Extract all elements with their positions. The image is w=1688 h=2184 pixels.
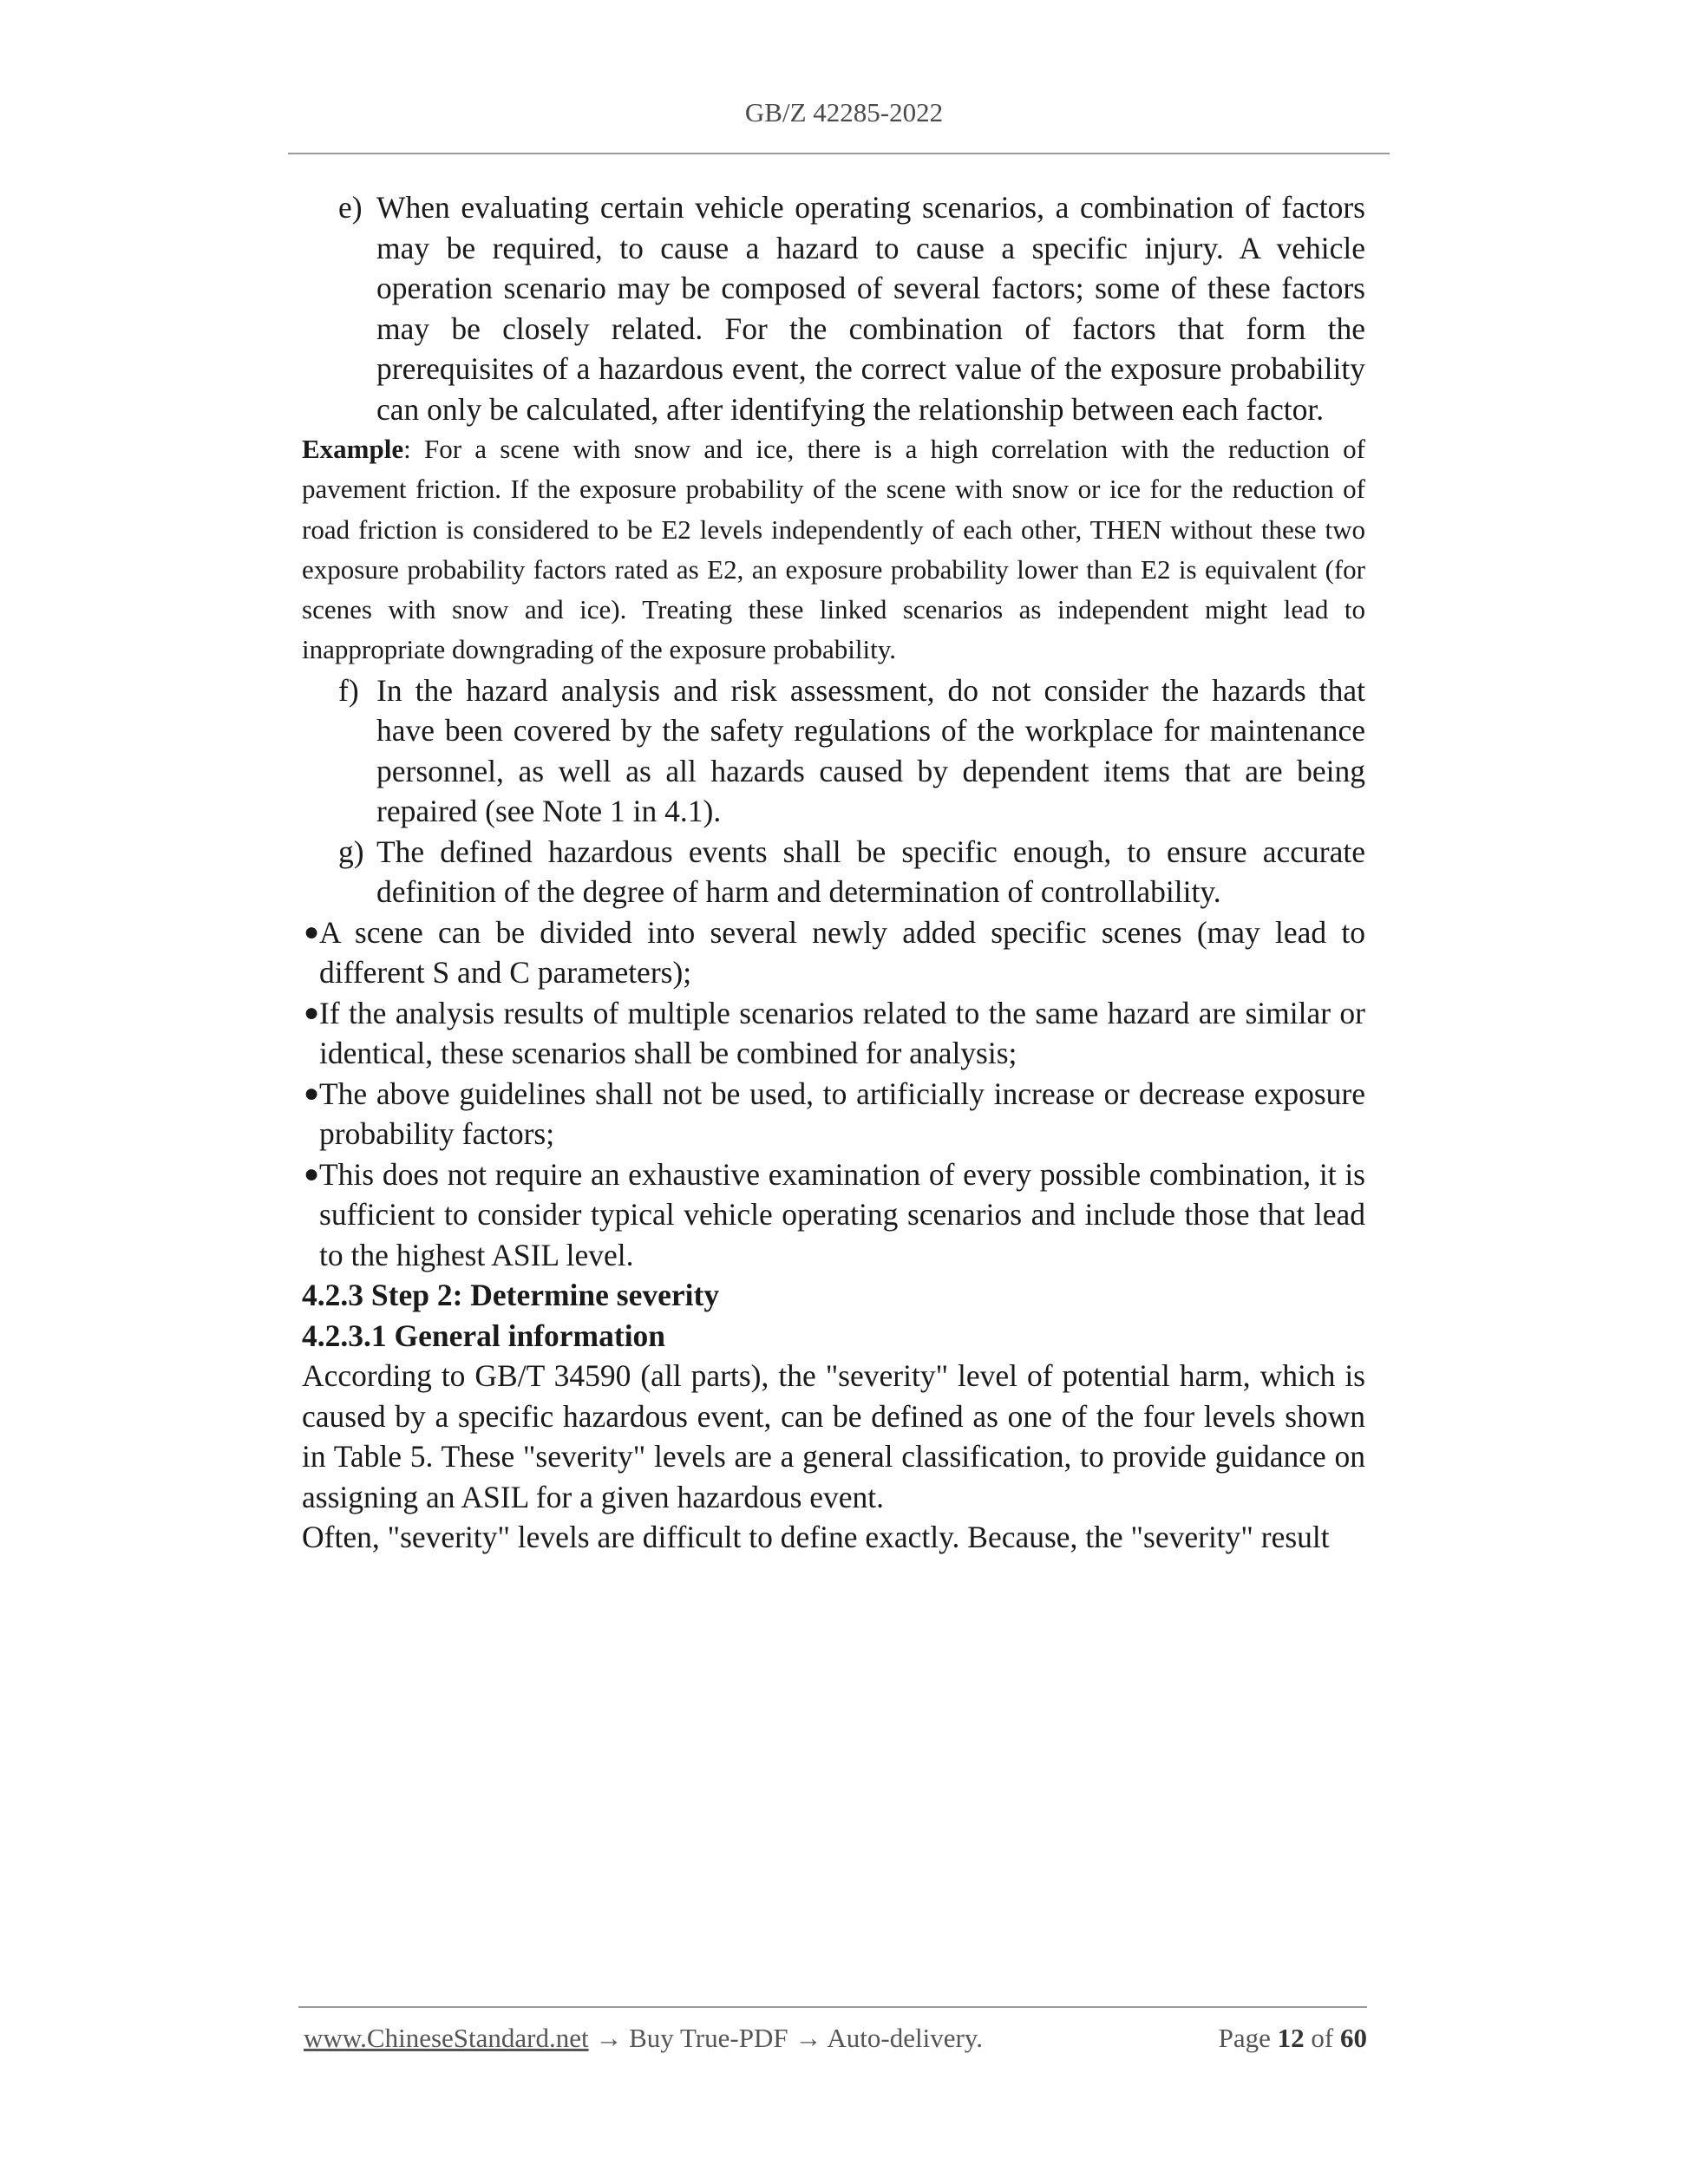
arrow-right-icon: → xyxy=(795,2023,822,2053)
page-of: of xyxy=(1311,2023,1334,2053)
bullet-text: If the analysis results of multiple scenarios related to the same hazard are similar or identical, these scenarios shall be combined for analysis; xyxy=(319,995,1365,1071)
list-item-f xyxy=(302,670,1365,832)
footer-promo xyxy=(304,2023,983,2054)
list-item-e xyxy=(302,187,1365,429)
footer-divider xyxy=(298,2006,1367,2008)
list-item-f-label: f) xyxy=(338,672,359,708)
arrow-right-icon: → xyxy=(595,2023,623,2053)
bullet-item xyxy=(302,1074,1365,1154)
total-pages: 60 xyxy=(1340,2023,1367,2053)
bullet-dot-icon: ● xyxy=(304,1078,320,1108)
page-body xyxy=(302,187,1365,1558)
website-link[interactable]: www.ChineseStandard.net xyxy=(304,2023,589,2053)
document-id-header: GB/Z 42285-2022 xyxy=(744,97,944,128)
list-item-g-text: The defined hazardous events shall be specific enough, to ensure accurate definition of the degree of harm and determination of controllability. xyxy=(376,834,1365,910)
bullet-text: The above guidelines shall not be used, to artificially increase or decrease exposure probability factors; xyxy=(319,1076,1365,1152)
section-heading-4-2-3: 4.2.3 Step 2: Determine severity xyxy=(302,1278,720,1313)
bullet-item xyxy=(302,912,1365,993)
bullet-text: A scene can be divided into several newly added specific scenes (may lead to different S and C parameters); xyxy=(319,914,1365,991)
bullet-dot-icon: ● xyxy=(304,1159,320,1188)
example-label: Example xyxy=(302,434,404,464)
bullet-item xyxy=(302,1154,1365,1276)
list-item-e-text: When evaluating certain vehicle operating scenarios, a combination of factors may be required, to cause a hazard to cause a specific injury. A vehicle operation scenario may be composed of several factors; some of these factors may be closely related. For the combination of factors that form the prerequisites of a hazardous event, the correct value of the exposure probability can only be calculated, after identifying the relationship between each factor. xyxy=(376,190,1365,427)
page-number xyxy=(1219,2023,1367,2054)
bullet-dot-icon: ● xyxy=(304,917,320,946)
body-paragraph: According to GB/T 34590 (all parts), the "severity" level of potential harm, which is caused by a specific hazardous event, can be defined as one of the four levels shown in Table 5. These "severity" levels are a general classification, to provide guidance on assigning an ASIL for a given hazardous event. xyxy=(302,1358,1365,1514)
example-note xyxy=(302,429,1365,670)
example-text: : For a scene with snow and ice, there is a high correlation with the reduction of pavement friction. If the exposure probability of the scene with snow or ice for the reduction of road friction is considered to be E2 levels independently of each other, THEN without these two exposure probability factors rated as E2, an exposure probability lower than E2 is equivalent (for scenes with snow and ice). Treating these linked scenarios as independent might lead to inappropriate downgrading of the exposure probability. xyxy=(302,434,1365,665)
section-heading-4-2-3-1: 4.2.3.1 General information xyxy=(302,1318,666,1353)
current-page: 12 xyxy=(1277,2023,1305,2053)
bullet-text: This does not require an exhaustive examination of every possible combination, it is sufficient to consider typical vehicle operating scenarios and include those that lead to the highest ASIL level. xyxy=(319,1156,1365,1272)
body-paragraph: Often, "severity" levels are difficult to define exactly. Because, the "severity" result xyxy=(302,1520,1330,1555)
header-divider xyxy=(288,153,1390,154)
list-item-g-label: g) xyxy=(338,834,364,869)
auto-delivery-text: Auto-delivery. xyxy=(827,2023,984,2053)
buy-pdf-text: Buy True-PDF xyxy=(629,2023,788,2053)
bullet-dot-icon: ● xyxy=(304,997,320,1027)
list-item-g xyxy=(302,832,1365,912)
bullet-item xyxy=(302,993,1365,1074)
page-prefix: Page xyxy=(1218,2023,1271,2053)
list-item-f-text: In the hazard analysis and risk assessment, do not consider the hazards that have been covered by the safety regulations of the workplace for maintenance personnel, as well as all hazards caused by dependent items that are being repaired (see Note 1 in 4.1). xyxy=(376,672,1365,829)
list-item-e-label: e) xyxy=(338,190,363,225)
